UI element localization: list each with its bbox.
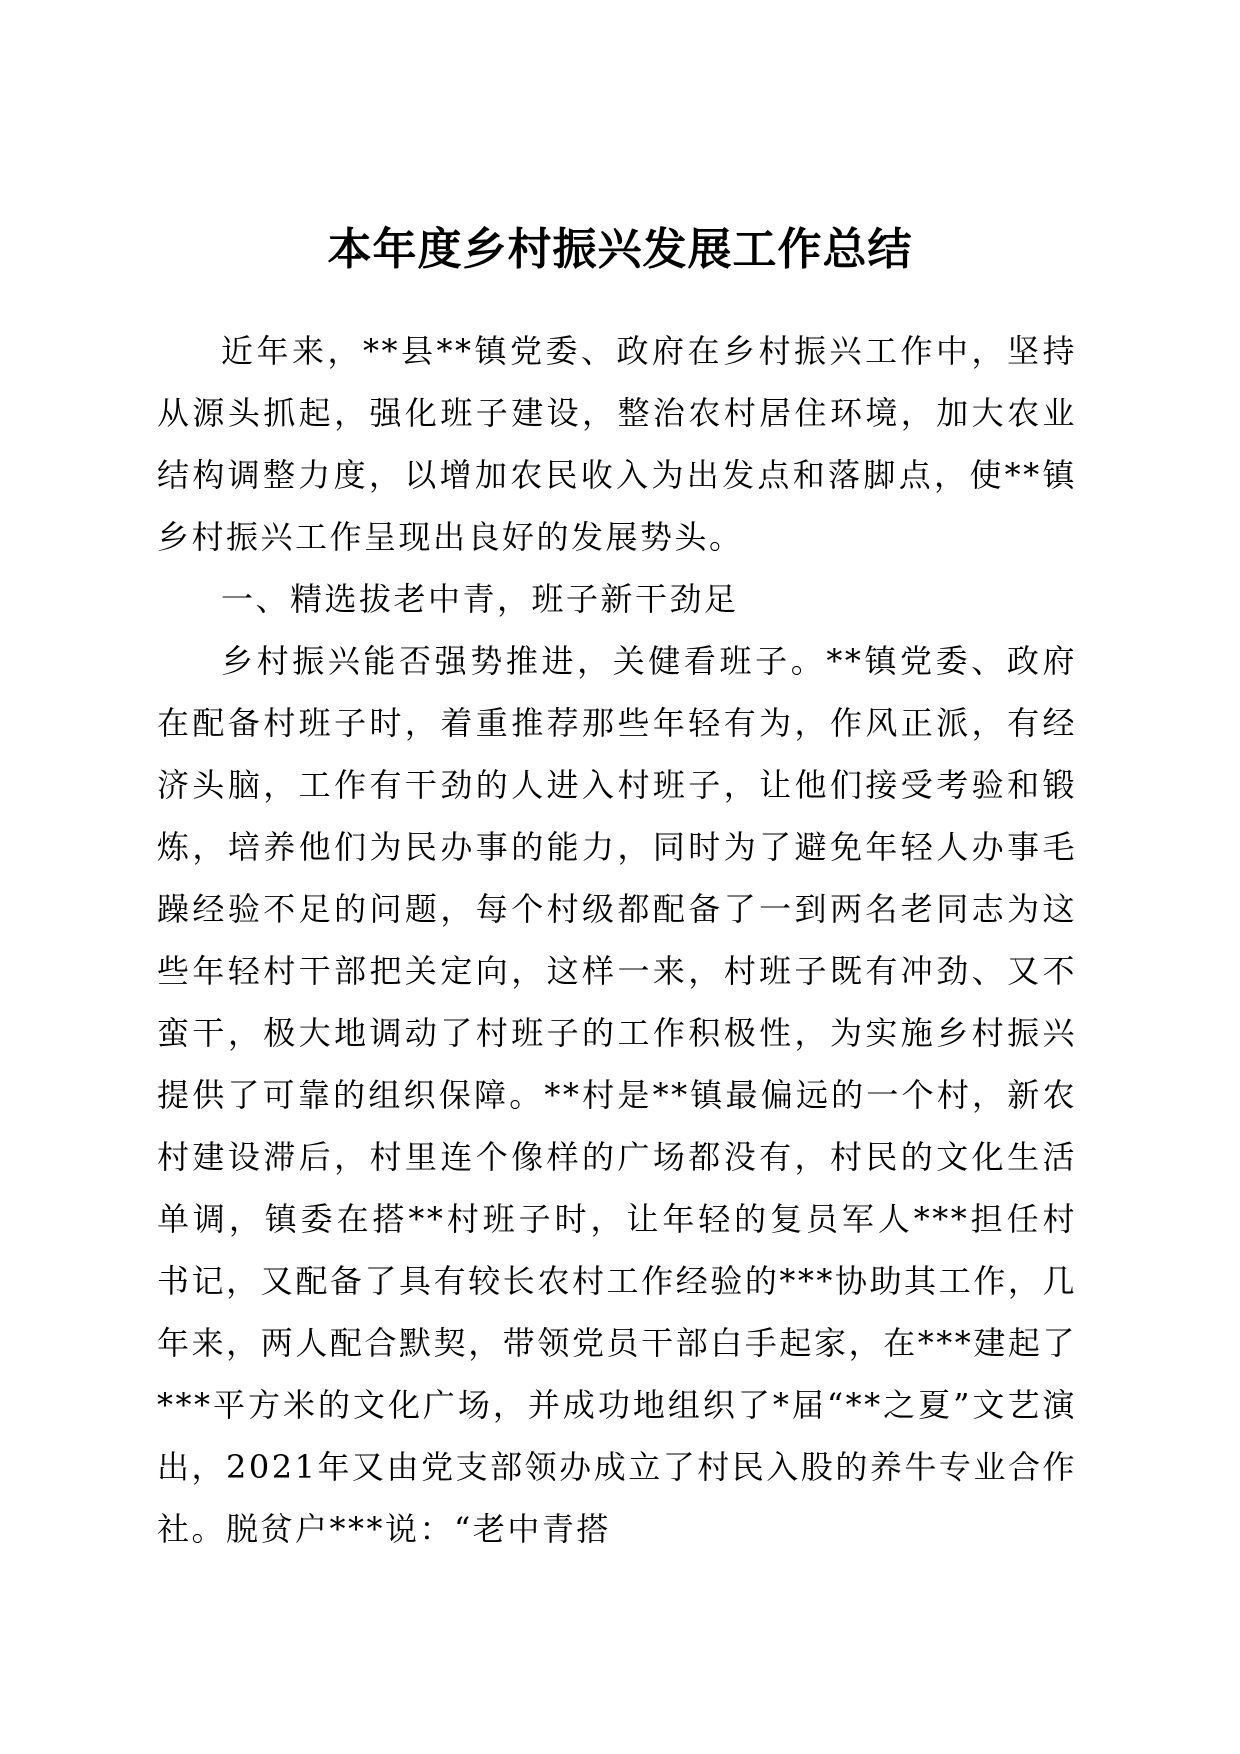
intro-paragraph: 近年来，**县**镇党委、政府在乡村振兴工作中，坚持从源头抓起，强化班子建设，整治农村居住环境，加大农业结构调整力度，以增加农民收入为出发点和落脚点，使**镇乡村振兴工作呈现出良好的发展势头。 [157,332,1077,556]
section-heading-1: 一、精选拔老中青，班子新干劲足 [221,580,739,618]
section-1-paragraph: 乡村振兴能否强势推进，关健看班子。**镇党委、政府在配备村班子时，着重推荐那些年轻有为，作风正派，有经济头脑，工作有干劲的人进入村班子，让他们接受考验和锻炼，培养他们为民办事的能力，同时为了避免年轻人办事毛躁经验不足的问题，每个村级都配备了一到两名老同志为这些年轻村干部把关定向，这样一来，村班子既有冲劲、又不蛮干，极大地调动了村班子的工作积极性，为实施乡村振兴提供了可靠的组织保障。**村是**镇最偏远的一个村，新农村建设滞后，村里连个像样的广场都没有，村民的文化生活单调，镇委在搭**村班子时，让年轻的复员军人***担任村书记，又配备了具有较长农村工作经验的***协助其工作，几年来，两人配合默契，带领党员干部白手起家，在***建起了***平方米的文化广场，并成功地组织了*届“**之夏”文艺演出，2021年又由党支部领办成立了村民入股的养牛专业合作社。脱贫户***说：“老中青搭 [157,642,1077,1548]
document-body [157,320,1077,1560]
document-title: 本年度乡村振兴发展工作总结 [327,224,913,275]
